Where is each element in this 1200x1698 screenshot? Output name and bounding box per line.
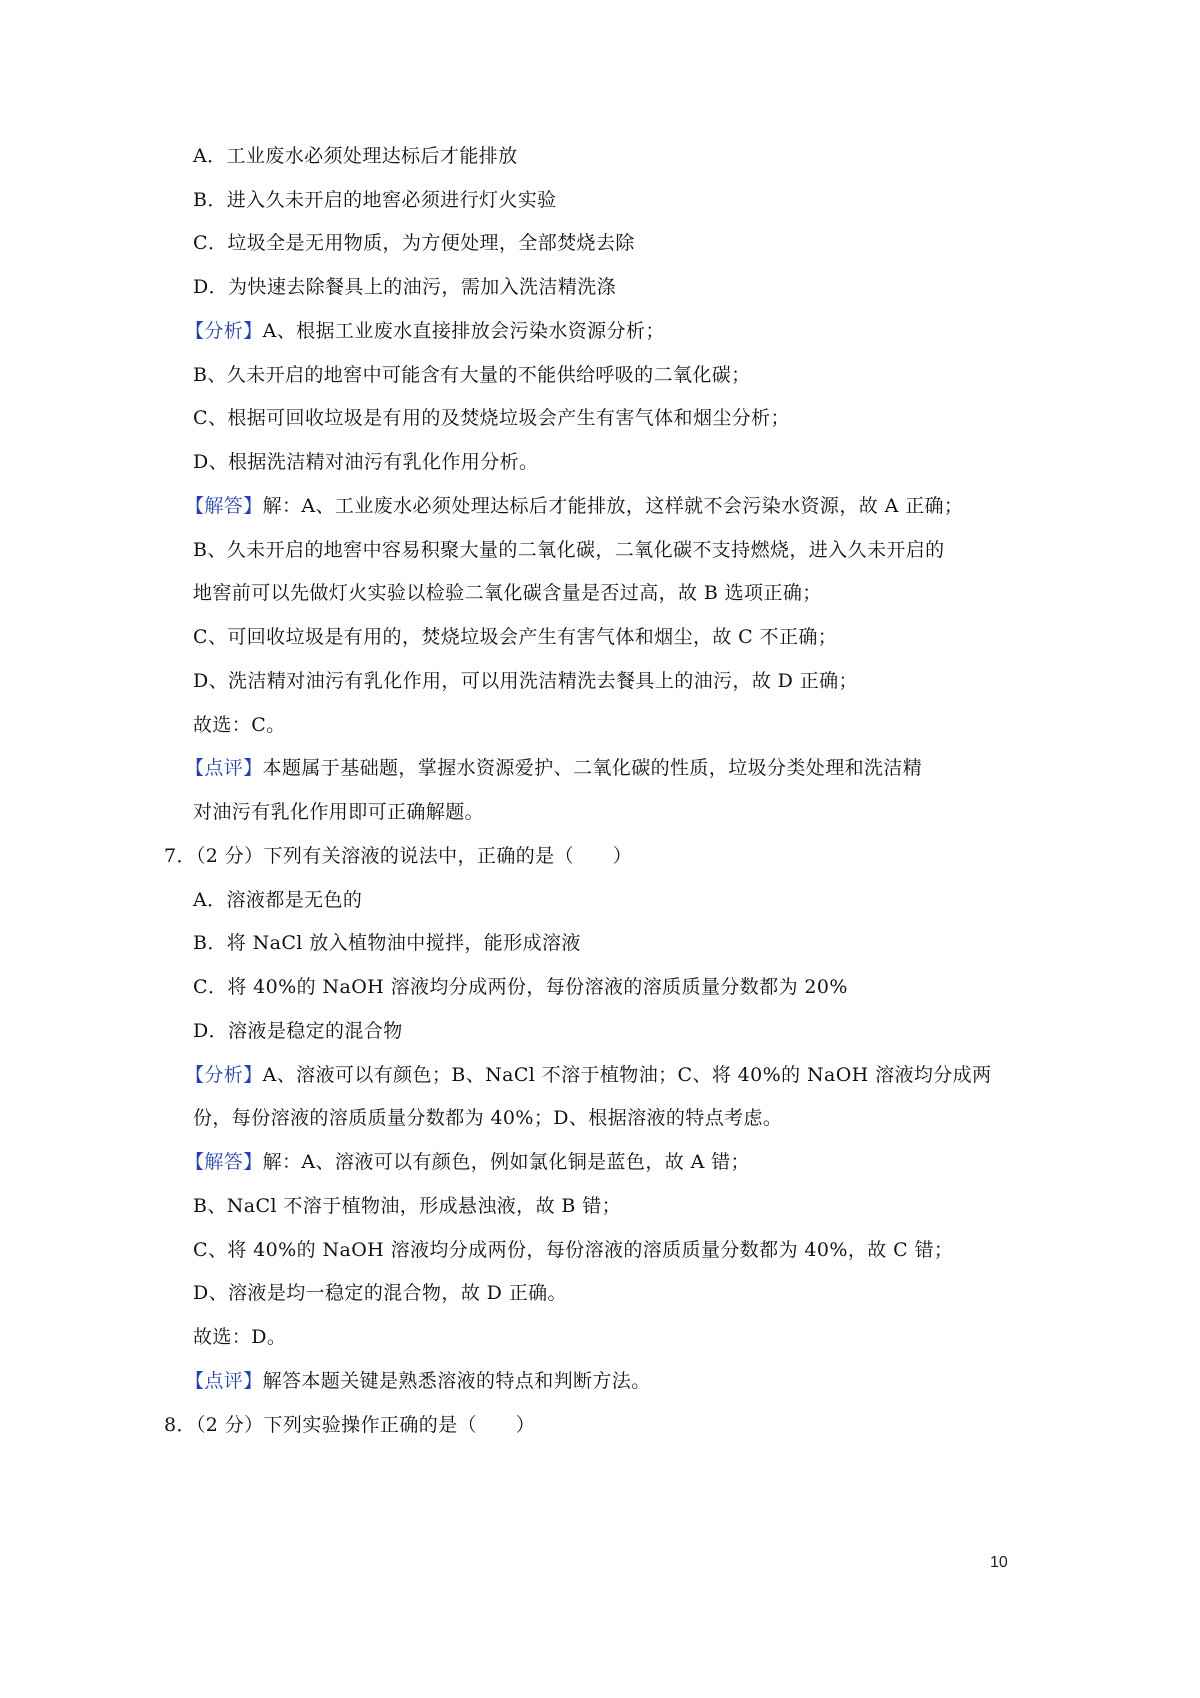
q6-comment-line [185, 756, 922, 780]
answer-text: 解：A、工业废水必须处理达标后才能排放，这样就不会污染水资源，故 A 正确； [262, 495, 964, 517]
comment-tag: 【点评】 [185, 757, 263, 779]
page-number: 10 [990, 1554, 1008, 1571]
q6-choice: 故选：C。 [193, 714, 286, 736]
q6-analysis-line: B、久未开启的地窖中可能含有大量的不能供给呼吸的二氧化碳； [193, 364, 751, 386]
answer-tag: 【解答】 [185, 1151, 263, 1173]
q7-answer-line: C、将 40%的 NaOH 溶液均分成两份，每份溶液的溶质质量分数都为 40%，故 C 错； [193, 1239, 954, 1261]
q7-comment-line [185, 1369, 651, 1393]
answer-tag: 【解答】 [185, 495, 263, 517]
q7-answer-line: B、NaCl 不溶于植物油，形成悬浊液，故 B 错； [193, 1195, 622, 1217]
q6-answer-line: B、久未开启的地窖中容易积聚大量的二氧化碳，二氧化碳不支持燃烧，进入久未开启的 [193, 539, 945, 561]
q7-option-c: C．将 40%的 NaOH 溶液均分成两份，每份溶液的溶质质量分数都为 20% [193, 976, 848, 998]
q7-option-b: B．将 NaCl 放入植物油中搅拌，能形成溶液 [193, 932, 581, 954]
comment-text: 解答本题关键是熟悉溶液的特点和判断方法。 [262, 1370, 651, 1392]
q6-option-a: A．工业废水必须处理达标后才能排放 [193, 145, 518, 167]
q6-comment-line: 对油污有乳化作用即可正确解题。 [193, 801, 485, 823]
q7-answer-line [185, 1150, 750, 1174]
q7-choice: 故选：D。 [193, 1326, 287, 1348]
q7-option-a: A．溶液都是无色的 [193, 889, 363, 911]
q7-analysis-line: 份，每份溶液的溶质质量分数都为 40%；D、根据溶液的特点考虑。 [193, 1107, 783, 1129]
q8-stem: 8．（2 分）下列实验操作正确的是（ ） [164, 1414, 536, 1436]
q7-answer-line: D、溶液是均一稳定的混合物，故 D 正确。 [193, 1282, 567, 1304]
analysis-tag: 【分析】 [185, 1064, 263, 1086]
q6-option-d: D．为快速去除餐具上的油污，需加入洗洁精洗涤 [193, 276, 617, 298]
q7-stem: 7．（2 分）下列有关溶液的说法中，正确的是（ ） [164, 845, 633, 867]
q6-answer-line: D、洗洁精对油污有乳化作用，可以用洗洁精洗去餐具上的油污，故 D 正确； [193, 670, 858, 692]
q6-answer-line: 地窖前可以先做灯火实验以检验二氧化碳含量是否过高，故 B 选项正确； [193, 582, 822, 604]
analysis-tag: 【分析】 [185, 320, 263, 342]
q7-option-d: D．溶液是稳定的混合物 [193, 1020, 403, 1042]
q6-answer-line [185, 494, 963, 518]
q6-option-c: C．垃圾全是无用物质，为方便处理，全部焚烧去除 [193, 232, 635, 254]
answer-text: 解：A、溶液可以有颜色，例如氯化铜是蓝色，故 A 错； [262, 1151, 750, 1173]
q6-analysis-line: C、根据可回收垃圾是有用的及焚烧垃圾会产生有害气体和烟尘分析； [193, 407, 790, 429]
q7-analysis-line [185, 1063, 992, 1087]
q6-analysis-line: D、根据洗洁精对油污有乳化作用分析。 [193, 451, 539, 473]
comment-tag: 【点评】 [185, 1370, 263, 1392]
q6-answer-line: C、可回收垃圾是有用的，焚烧垃圾会产生有害气体和烟尘，故 C 不正确； [193, 626, 838, 648]
analysis-text: A、溶液可以有颜色；B、NaCl 不溶于植物油；C、将 40%的 NaOH 溶液均分成两 [262, 1064, 992, 1086]
analysis-text: A、根据工业废水直接排放会污染水资源分析； [262, 320, 665, 342]
comment-text: 本题属于基础题，掌握水资源爱护、二氧化碳的性质，垃圾分类处理和洗洁精 [262, 757, 923, 779]
q6-option-b: B．进入久未开启的地窖必须进行灯火实验 [193, 189, 557, 211]
q6-analysis-line [185, 319, 665, 343]
